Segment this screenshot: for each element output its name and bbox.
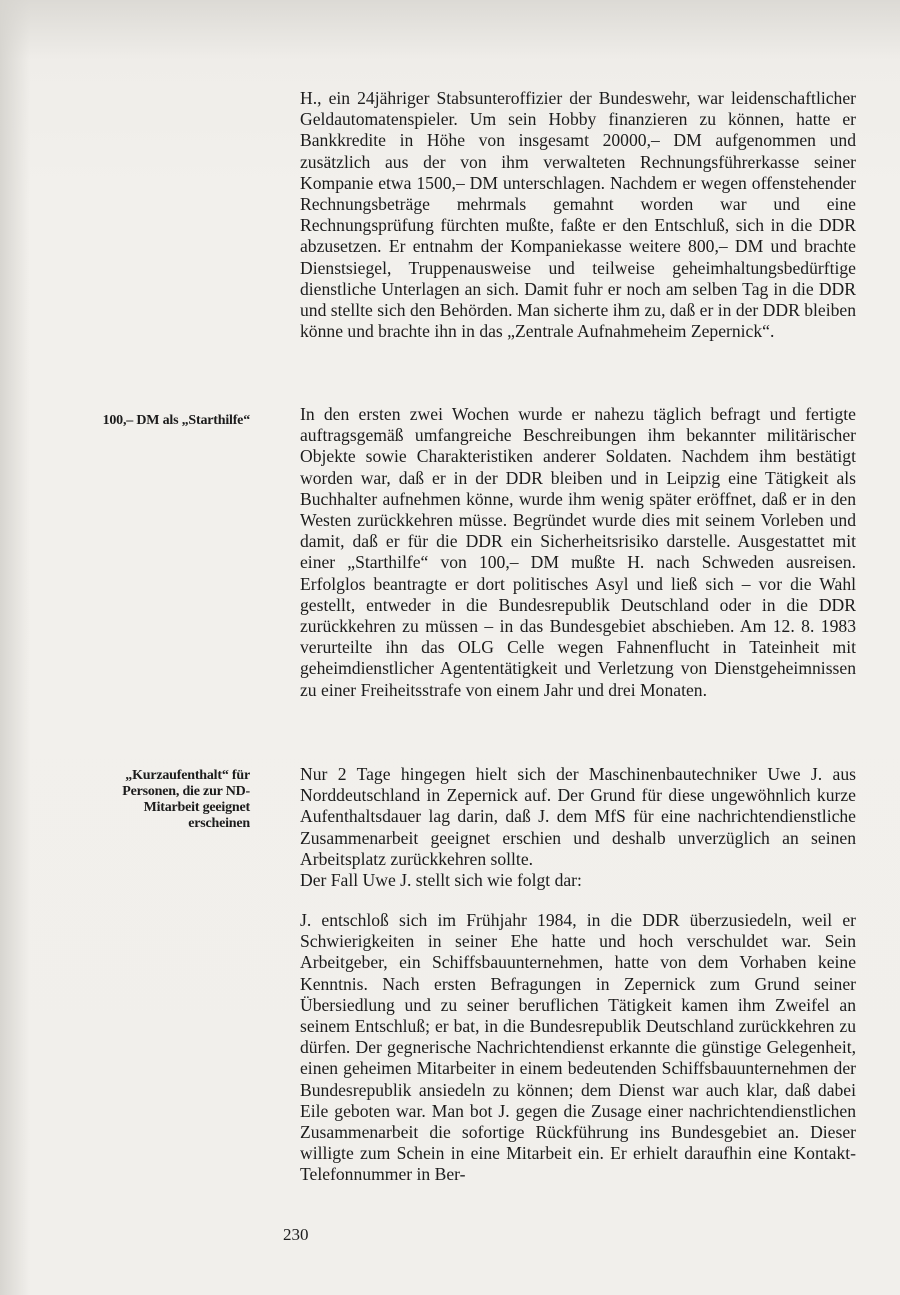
scan-shadow (0, 0, 30, 1295)
page-number: 230 (283, 1225, 309, 1244)
paragraph-text: Der Fall Uwe J. stellt sich wie folgt dar: (300, 870, 582, 891)
margin-note-text: „Kurzaufenthalt“ für Personen, die zur ND-Mitarbeit geeignet erscheinen (122, 768, 250, 831)
paragraph-text: H., ein 24jähriger Stabsunteroffizier der Bundeswehr, war leidenschaftlicher Geldautomatenspieler. Um sein Hobby finanzieren zu können, hatte er Bankkredite in Höhe von insgesamt 20000,– DM aufgenommen und zusätzlich aus der von ihm verwalteten Rechnungsführerkasse seiner Kompanie etwa 1500,– DM unterschlagen. Nachdem er wegen offenstehender Rechnungsbeträge mehrmals gemahnt worden war und eine Rechnungsprüfung fürchten mußte, faßte er den Entschluß, sich in die DDR abzusetzen. Er entnahm der Kompaniekasse weitere 800,– DM und brachte Dienstsiegel, Truppenausweise und teilweise geheimhaltungsbedürftige dienstliche Unterlagen an sich. Damit fuhr er noch am selben Tag in die DDR und stellte sich den Behörden. Man sicherte ihm zu, daß er in der DDR bleiben könne und brachte ihn in das „Zentrale Aufnahmeheim Zepernick“. (300, 88, 857, 342)
paragraph-text: J. entschloß sich im Frühjahr 1984, in die DDR überzusiedeln, weil er Schwierigkeiten in seiner Ehe hatte und hoch verschuldet war. Sein Arbeitgeber, ein Schiffsbauunternehmen, hatte von dem Vorhaben keine Kenntnis. Nach ersten Befragungen in Zepernick zum Grund seiner Übersiedlung und zu seiner beruflichen Tätigkeit kamen ihm Zweifel an seinem Entschluß; er bat, in die Bundesrepublik Deutschland zurückkehren zu dürfen. Der gegnerische Nachrichtendienst erkannte die günstige Gelegenheit, einen geheimen Mitarbeiter in einem bedeutenden Schiffsbauunternehmen der Bundesrepublik ansiedeln zu können; dem Dienst war auch klar, daß dabei Eile geboten war. Man bot J. gegen die Zusage einer nachrichtendienstlichen Zusammenarbeit die sofortige Rückführung ins Bundesgebiet an. Dieser willigte zum Schein in eine Mitarbeit ein. Er erhielt daraufhin eine Kontakt-Telefonnummer in Ber- (300, 910, 856, 1185)
margin-note-kurzaufenthalt (80, 768, 250, 832)
margin-note-starthilfe (80, 413, 250, 429)
paragraph-3 (300, 764, 856, 891)
margin-note-text: 100,– DM als „Starthilfe“ (102, 413, 250, 428)
paragraph-2 (300, 404, 856, 701)
paragraph-4 (300, 910, 856, 1186)
paragraph-1 (300, 88, 856, 342)
paragraph-text: In den ersten zwei Wochen wurde er nahezu täglich befragt und fertigte auftragsgemäß umfangreiche Beschreibungen ihm bekannter militärischer Objekte sowie Charakteristiken anderer Soldaten. Nachdem ihm bestätigt worden war, daß er in der DDR bleiben und in Leipzig eine Tätigkeit als Buchhalter aufnehmen könne, wurde ihm wenig später eröffnet, daß er in den Westen zurückkehren müsse. Begründet wurde dies mit seinem Vorleben und damit, daß er für die DDR ein Sicherheitsrisiko darstelle. Ausgestattet mit einer „Starthilfe“ von 100,– DM mußte H. nach Schweden ausreisen. Erfolglos beantragte er dort politisches Asyl und ließ sich – vor die Wahl gestellt, entweder in die Bundesrepublik Deutschland oder in die DDR zurückkehren zu müssen – in das Bundesgebiet abschieben. Am 12. 8. 1983 verurteilte ihn das OLG Celle wegen Fahnenflucht in Tateinheit mit geheimdienstlicher Agententätigkeit und Verletzung von Dienstgeheimnissen zu einer Freiheitsstrafe von einem Jahr und drei Monaten. (300, 404, 856, 700)
paragraph-text: Nur 2 Tage hingegen hielt sich der Maschinenbautechniker Uwe J. aus Norddeutschland in Zepernick auf. Der Grund für diese ungewöhnlich kurze Aufenthaltsdauer lag darin, daß J. dem MfS für eine nachrichtendienstliche Zusammenarbeit geeignet erschien und deshalb unverzüglich an seinen Arbeitsplatz zurückkehren sollte. (300, 764, 856, 869)
